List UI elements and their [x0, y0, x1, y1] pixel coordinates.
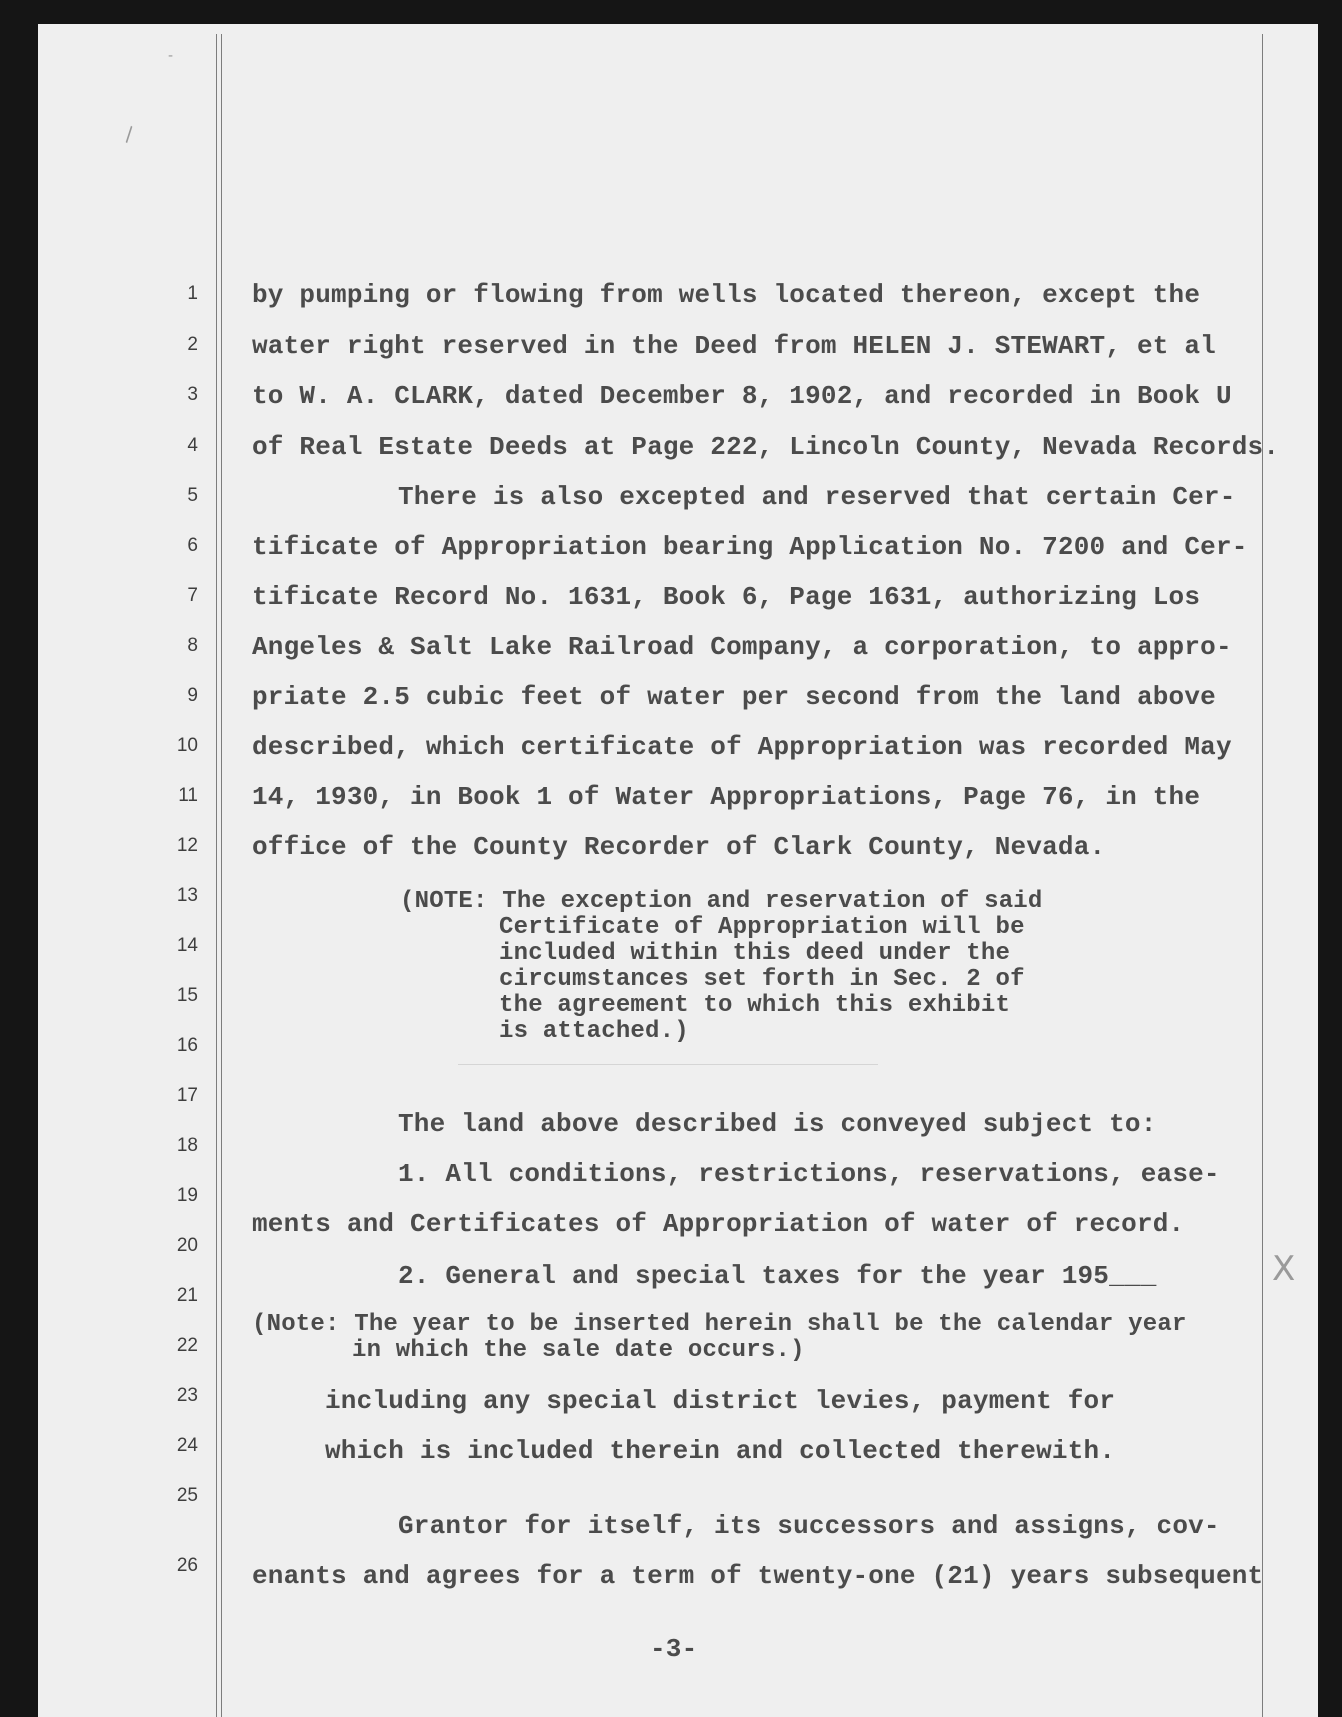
margin-rule-right [1262, 34, 1263, 1717]
line-number: 20 [176, 1235, 198, 1256]
note-line: included within this deed under the [499, 940, 1011, 967]
line-number: 6 [187, 535, 198, 556]
text-line: tificate of Appropriation bearing Application No. 7200 and Cer- [252, 532, 1248, 562]
text-line: which is included therein and collected therewith. [325, 1436, 1116, 1466]
line-number: 23 [176, 1385, 198, 1406]
note-line: the agreement to which this exhibit [499, 992, 1011, 1019]
line-number: 24 [176, 1435, 198, 1456]
text-line: enants and agrees for a term of twenty-one (21) years subsequent [252, 1561, 1264, 1591]
text-line: There is also excepted and reserved that certain Cer- [398, 482, 1236, 512]
line-number: 12 [176, 835, 198, 856]
line-number: 1 [187, 283, 198, 304]
line-number: 14 [176, 935, 198, 956]
text-line: of Real Estate Deeds at Page 222, Lincoln County, Nevada Records. [252, 432, 1280, 462]
text-line: office of the County Recorder of Clark County, Nevada. [252, 832, 1106, 862]
faint-rule [458, 1064, 878, 1065]
line-number: 17 [176, 1085, 198, 1106]
note-line: (Note: The year to be inserted herein shall be the calendar year [252, 1311, 1187, 1338]
text-line: 1. All conditions, restrictions, reservations, ease- [398, 1159, 1220, 1189]
line-number: 8 [187, 635, 198, 656]
stray-mark: \ [119, 122, 140, 146]
margin-rule-left-outer [216, 34, 217, 1717]
document-page [38, 24, 1318, 1717]
text-line: priate 2.5 cubic feet of water per second from the land above [252, 682, 1216, 712]
text-line: Grantor for itself, its successors and assigns, cov- [398, 1511, 1220, 1541]
text-line: 2. General and special taxes for the year 195___ [398, 1261, 1157, 1291]
line-number: 18 [176, 1135, 198, 1156]
line-number: 3 [187, 384, 198, 405]
line-number: 13 [176, 885, 198, 906]
page-number: -3- [650, 1634, 698, 1664]
text-line: water right reserved in the Deed from HELEN J. STEWART, et al [252, 331, 1216, 361]
line-number: 5 [187, 485, 198, 506]
line-number: 21 [176, 1285, 198, 1306]
note-line: (NOTE: The exception and reservation of said [400, 888, 1043, 915]
text-line: described, which certificate of Appropriation was recorded May [252, 732, 1232, 762]
line-number: 19 [176, 1185, 198, 1206]
note-line: in which the sale date occurs.) [352, 1337, 805, 1364]
note-line: circumstances set forth in Sec. 2 of [499, 966, 1025, 993]
line-number: 22 [176, 1335, 198, 1356]
text-line: to W. A. CLARK, dated December 8, 1902, and recorded in Book U [252, 381, 1232, 411]
note-line: Certificate of Appropriation will be [499, 914, 1025, 941]
line-number: 9 [187, 685, 198, 706]
line-number: 7 [187, 585, 198, 606]
line-number: 26 [176, 1555, 198, 1576]
line-number: 25 [176, 1485, 198, 1506]
text-line: tificate Record No. 1631, Book 6, Page 1631, authorizing Los [252, 582, 1201, 612]
text-line: ments and Certificates of Appropriation of water of record. [252, 1209, 1185, 1239]
note-line: is attached.) [499, 1018, 689, 1045]
line-number: 11 [178, 785, 198, 806]
text-line: by pumping or flowing from wells located thereon, except the [252, 280, 1201, 310]
text-line: 14, 1930, in Book 1 of Water Appropriations, Page 76, in the [252, 782, 1201, 812]
text-line: including any special district levies, payment for [325, 1386, 1116, 1416]
margin-x-mark: X [1272, 1249, 1296, 1289]
line-number: 16 [176, 1035, 198, 1056]
margin-rule-left-inner [221, 34, 222, 1717]
line-number: 15 [176, 985, 198, 1006]
text-line: The land above described is conveyed subject to: [398, 1109, 1157, 1139]
text-line: Angeles & Salt Lake Railroad Company, a corporation, to appro- [252, 632, 1232, 662]
line-number: 10 [176, 735, 198, 756]
stray-dot: - [168, 48, 174, 64]
line-number: 2 [187, 334, 198, 355]
line-number: 4 [187, 435, 198, 456]
